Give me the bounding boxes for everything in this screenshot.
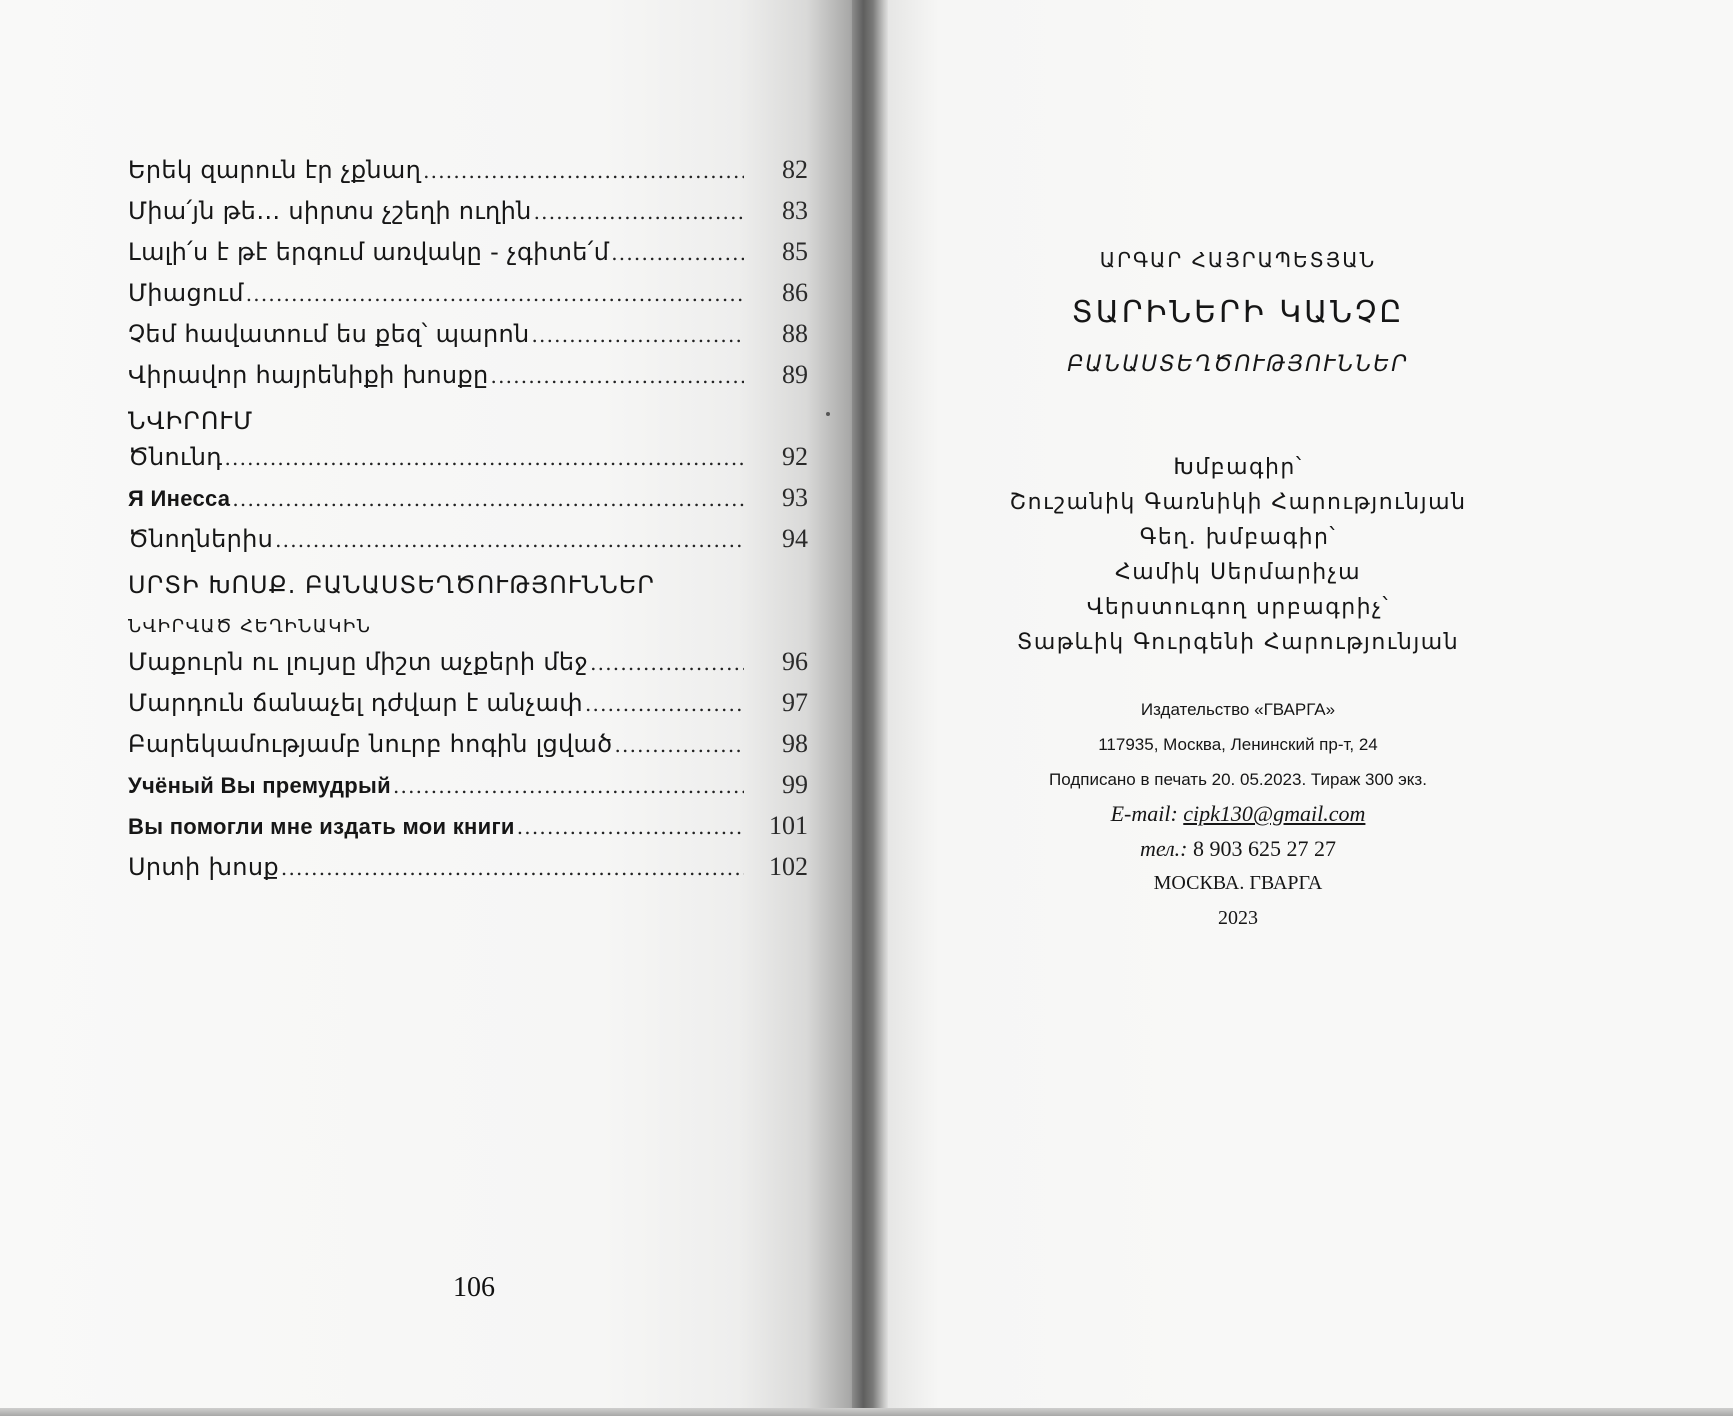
toc-dot-leader: [534, 200, 744, 224]
toc-entry-title: Ծնողներիս: [128, 525, 274, 553]
toc-entry-page: 101: [769, 811, 808, 840]
toc-entry-page: 94: [782, 524, 808, 553]
toc-entry: [128, 770, 808, 811]
scan-edge: [0, 1408, 1733, 1416]
toc-dot-leader: [423, 159, 744, 183]
toc-entry: [128, 360, 808, 401]
toc-dot-leader: [585, 692, 744, 716]
publisher-address: 117935, Москва, Ленинский пр-т, 24: [1098, 735, 1378, 754]
toc-entry-page: 99: [782, 770, 808, 799]
toc-section-heading: ՆՎԻՐՈՒՄ: [128, 407, 254, 435]
book-subtitle: ԲԱՆԱՍՏԵՂԾՈՒԹՅՈՒՆՆԵՐ: [1067, 352, 1409, 377]
phone-label: тел.:: [1139, 836, 1188, 861]
toc-dot-leader: [246, 282, 744, 306]
phone-line: [968, 831, 1508, 866]
toc-entry-title: Միացում: [128, 279, 244, 307]
page-number: 106: [453, 1272, 495, 1303]
toc-entry-page: 83: [782, 196, 808, 225]
credits-block: [968, 450, 1508, 660]
toc-dot-leader: [232, 487, 744, 511]
toc-entry-title: Սրտի խոսք: [128, 853, 279, 881]
toc-entry-page: 85: [782, 237, 808, 266]
toc-entry: [128, 688, 808, 729]
email-label: E-mail:: [1110, 801, 1178, 826]
publisher-name: Издательство «ГВАРГА»: [1140, 700, 1336, 719]
toc-entry: [128, 811, 808, 852]
credit-line: Համիկ Սերմարիչա: [1114, 560, 1362, 585]
toc-entry-title: Вы помогли мне издать мои книги: [128, 814, 515, 839]
toc-section-heading: ՍՐՏԻ ԽՈՍՔ. ԲԱՆԱՍՏԵՂԾՈՒԹՅՈՒՆՆԵՐ: [128, 571, 655, 599]
print-info: Подписано в печать 20. 05.2023. Тираж 300 экз.: [1049, 770, 1427, 789]
toc-entry-title: Учёный Вы премудрый: [128, 773, 391, 798]
credit-line: Շուշանիկ Գառնիկի Հարությունյան: [1009, 490, 1467, 515]
ink-speck: [826, 412, 830, 416]
toc-entry: [128, 319, 808, 360]
toc-entry-title: Լալի՛ս է թէ երգում առվակը - չգիտե՛մ: [128, 238, 610, 266]
toc-entry-page: 86: [782, 278, 808, 307]
toc-dot-leader: [225, 446, 745, 470]
toc-entry: [128, 852, 808, 893]
toc-dot-leader: [393, 774, 744, 798]
toc-dot-leader: [281, 856, 744, 880]
toc-dot-leader: [275, 528, 744, 552]
credit-line: Տաթևիկ Գուրգենի Հարությունյան: [1016, 630, 1460, 655]
toc-entry: [128, 647, 808, 688]
toc-entry-title: Մաքուրն ու լույսը միշտ աչքերի մեջ: [128, 648, 589, 676]
toc-entry: [128, 155, 808, 196]
toc-entry-title: Մարդուն ճանաչել դժվար է անչափ: [128, 689, 583, 717]
toc-section-heading: ՆՎԻՐՎԱԾ ՀԵՂԻՆԱԿԻՆ: [128, 616, 372, 637]
toc-entry: [128, 237, 808, 278]
phone-number: 8 903 625 27 27: [1193, 836, 1337, 861]
toc-dot-leader: [491, 364, 744, 388]
credit-line: Գեղ. խմբագիր՝: [1139, 525, 1337, 550]
table-of-contents: [128, 155, 808, 893]
toc-entry-title: Երեկ զարուն էր չքնաղ: [128, 156, 422, 184]
publication-year: 2023: [1218, 907, 1258, 929]
toc-entry: [128, 524, 808, 565]
toc-entry-page: 82: [782, 155, 808, 184]
toc-dot-leader: [614, 733, 744, 757]
toc-entry: [128, 729, 808, 770]
toc-entry-title: Я Инесса: [128, 486, 231, 511]
toc-entry-page: 88: [782, 319, 808, 348]
email-line: [968, 796, 1508, 831]
toc-entry: [128, 442, 808, 483]
toc-dot-leader: [517, 815, 744, 839]
toc-dot-leader: [531, 323, 744, 347]
credit-line: Վերստուգող սրբագրիչ՝: [1086, 595, 1390, 620]
toc-entry-title: Ծնունդ: [128, 443, 223, 471]
toc-entry-page: 102: [769, 852, 808, 881]
toc-entry-page: 92: [782, 442, 808, 471]
toc-entry: [128, 278, 808, 319]
toc-entry-page: 89: [782, 360, 808, 389]
toc-entry-page: 93: [782, 483, 808, 512]
author-name: ԱՐԳԱՐ ՀԱՅՐԱՊԵՏՅԱՆ: [1099, 248, 1377, 272]
publisher-block: [968, 692, 1508, 797]
toc-entry-title: Միա՛յն թե… սիրտս չշեղի ուղին: [128, 197, 532, 225]
toc-entry-page: 96: [782, 647, 808, 676]
toc-entry-title: Բարեկամությամբ նուրբ հոգին լցված: [128, 730, 613, 758]
toc-entry-page: 97: [782, 688, 808, 717]
city-publisher: МОСКВА. ГВАРГА: [1153, 872, 1323, 894]
toc-entry-page: 98: [782, 729, 808, 758]
toc-entry-title: Չեմ հավատում ես քեզ՝ պարոն: [128, 320, 530, 348]
book-gutter: [852, 0, 890, 1416]
toc-entry: [128, 483, 808, 524]
email-link[interactable]: cipk130@gmail.com: [1183, 801, 1366, 826]
contact-block: [968, 796, 1508, 936]
toc-entry: [128, 196, 808, 237]
toc-dot-leader: [590, 651, 744, 675]
credit-line: Խմբագիր՝: [1173, 455, 1303, 480]
book-title: ՏԱՐԻՆԵՐԻ ԿԱՆՉԸ: [1071, 295, 1405, 330]
toc-entry-title: Վիրավոր հայրենիքի խոսքը: [128, 361, 489, 389]
toc-dot-leader: [611, 241, 744, 265]
